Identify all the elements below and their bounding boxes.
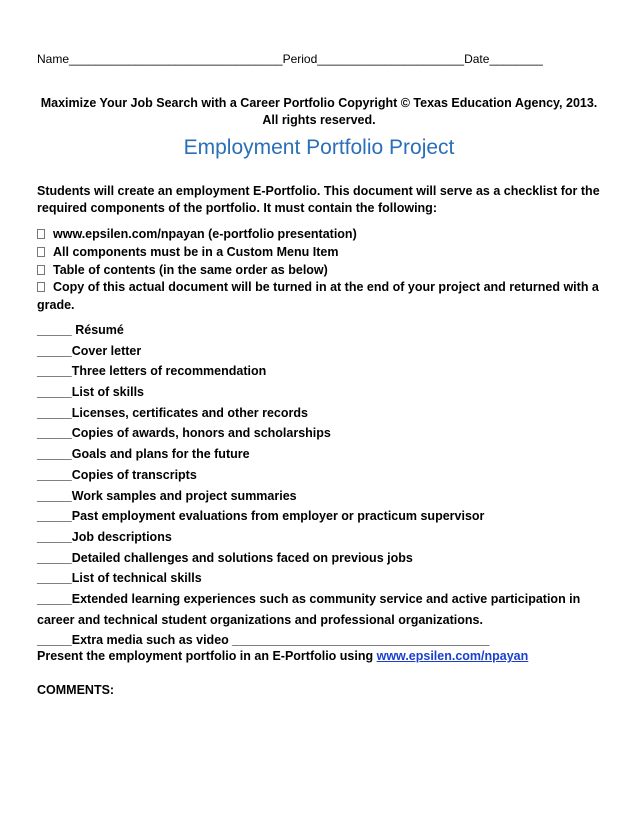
copyright-line-1: Maximize Your Job Search with a Career Portfolio Copyright © Texas Education Agency, 2013.: [40, 96, 598, 110]
epsilen-link[interactable]: www.epsilen.com/npayan: [376, 649, 529, 663]
requirements-list: [37, 226, 607, 315]
checklist-item: _____Licenses, certificates and other records: [37, 405, 308, 420]
checklist-item: _____Copies of awards, honors and scholarships: [37, 426, 331, 441]
requirement-item: www.epsilen.com/npayan (e-portfolio presentation): [37, 226, 607, 244]
checklist-item: _____Goals and plans for the future: [37, 447, 250, 462]
checklist-item: _____ Résumé: [37, 323, 124, 337]
date-label: Date: [464, 52, 490, 66]
header-fields: [37, 52, 543, 66]
requirement-item: Table of contents (in the same order as below): [37, 262, 607, 280]
checklist-item: _____Cover letter: [37, 343, 142, 358]
checklist-item: _____Work samples and project summaries: [37, 488, 297, 503]
period-blank: ______________________: [317, 52, 465, 66]
period-label: Period: [282, 52, 318, 66]
requirement-item: All components must be in a Custom Menu Item: [37, 244, 607, 262]
checklist-item: _____Extended learning experiences such as community service and active participation in career and technical student organizations and professional organizations.: [37, 591, 581, 627]
checklist-item: _____Past employment evaluations from employer or practicum supervisor: [37, 509, 485, 524]
copyright-notice: [28, 95, 610, 129]
present-instruction: Present the employment portfolio in an E-Portfolio using www.epsilen.com/npayan: [37, 649, 529, 663]
page-title: Employment Portfolio Project: [183, 136, 455, 159]
checklist-item: _____List of skills: [37, 385, 145, 400]
checklist-item: _____Three letters of recommendation: [37, 364, 267, 379]
copyright-line-2: All rights reserved.: [262, 113, 376, 127]
checkbox-icon: [37, 247, 45, 257]
checklist-item: _____Copies of transcripts: [37, 467, 197, 482]
intro-paragraph: Students will create an employment E-Portfolio. This document will serve as a checklist for the required components of the portfolio. It must contain the following:: [37, 184, 600, 215]
name-blank: ________________________________: [69, 52, 283, 66]
checklist-item: _____Extra media such as video _____________________________________: [37, 633, 490, 648]
checkbox-icon: [37, 229, 45, 239]
checklist-item: _____Detailed challenges and solutions faced on previous jobs: [37, 550, 413, 565]
checklist-item: _____Job descriptions: [37, 529, 172, 544]
checklist: [37, 320, 612, 651]
comments-label: COMMENTS:: [37, 683, 115, 697]
name-label: Name: [37, 52, 70, 66]
checkbox-icon: [37, 265, 45, 275]
checkbox-icon: [37, 282, 45, 292]
date-blank: ________: [489, 52, 543, 66]
checklist-item: _____List of technical skills: [37, 571, 202, 586]
requirement-item: Copy of this actual document will be turned in at the end of your project and returned with a grade.: [37, 280, 599, 313]
